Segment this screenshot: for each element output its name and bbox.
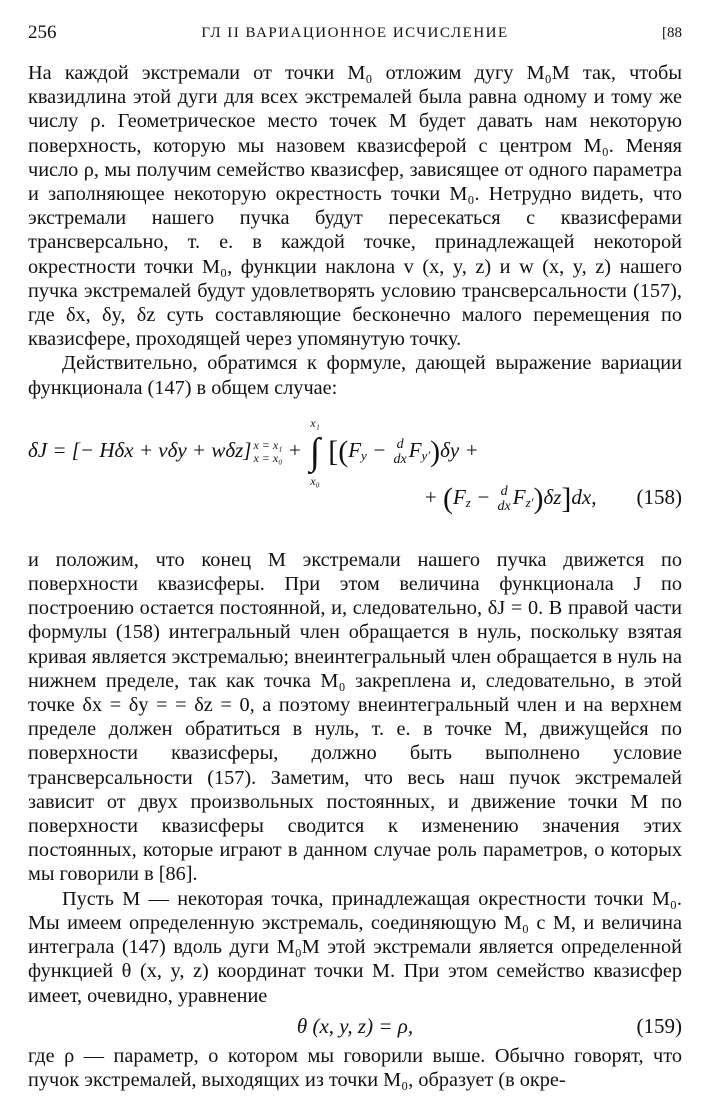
equation-158-line-1: δJ = [− Hδx + vδy + wδz] x = x₁ x = x₀ +x₁ ∫ $x_0[(F_y - d$ dxF$_{y'}$)δy + xyxy=(28,415,479,488)
page-header xyxy=(28,18,682,52)
equation-158-number: (158) xyxy=(636,484,682,509)
section-number: [88 xyxy=(662,25,682,41)
paragraph-3: и положим, что конец M экстремали нашего пучка движется по поверхности квазисферы. При этом величина функционала J по построению остается постоянной, и, следовательно, δJ = 0. В правой части формулы (158) интегральный член обращается в нуль, поскольку взятая кривая является экстремалью; внеинтегральный член обращается в нуль на нижнем пределе, так как точка M₀ закреплена и, следовательно, в этой точке δx = δy = = δz = 0, а поэтому внеинтегральный член и на верхнем пределе должен обратиться в нуль, т. е. в точке M, движущейся по поверхности квазисферы, должно быть выполнено условие трансверсальности (157). Заметим, что весь наш пучок экстремалей зависит от двух произвольных постоянных, и движение точки M по поверхности квазисферы сводится к изменению значения этих постоянных, которые играют в данном случае роль параметров, о которых мы говорили в [86]. xyxy=(28,548,682,886)
paragraph-5: где ρ — параметр, о котором мы говорили выше. Обычно говорят, что пучок экстремалей, выходящих из точки M₀, образует (в окре- xyxy=(28,1044,682,1091)
equation-158 xyxy=(28,400,682,548)
paragraph-4: Пусть M — некоторая точка, принадлежащая окрестности точки M₀. Мы имеем определенную экстремаль, соединяющую M₀ с M, и величина интеграла (147) вдоль дуги M₀M этой экстремали является определенной функцией θ (x, y, z) координат точки M. При этом семейство квазисфер имеет, очевидно, уравнение xyxy=(28,887,682,1007)
book-page xyxy=(28,18,682,1092)
equation-158-line-2: + ($F_z - d$ dxF$_{z'}$)δz]dx, (158) xyxy=(423,481,682,515)
equation-159-text: θ (x, y, z) = ρ, xyxy=(296,1013,414,1038)
equation-159-number: (159) xyxy=(636,1013,682,1038)
page-number: 256 xyxy=(28,22,57,43)
equation-159 xyxy=(28,1008,682,1044)
paragraph-2: Действительно, обратимся к формуле, дающей выражение вариации функционала (147) в общем случае: xyxy=(28,352,682,399)
running-title: ГЛ II ВАРИАЦИОННОЕ ИСЧИСЛЕНИЕ xyxy=(201,25,509,41)
paragraph-1: На каждой экстремали от точки M₀ отложим дугу M₀M так, чтобы квазидлина этой дуги для всех экстремалей была равна одному и тому же числу ρ. Геометрическое место точек M будет давать нам некоторую поверхность, которую мы назовем квазисферой с центром M₀. Меняя число ρ, мы получим семейство квазисфер, зависящее от одного параметра и заполняющее некоторую окрестность точки M₀. Нетрудно видеть, что экстремали нашего пучка будут пересекаться с квазисферами трансверсально, т. е. в каждой точке, принадлежащей некоторой окрестности точки M₀, функции наклона v (x, y, z) и w (x, y, z) нашего пучка экстремалей будут удовлетворять условию трансверсальности (157), где δx, δy, δz суть составляющие бесконечно малого перемещения по квазисфере, проходящей через упомянутую точку. xyxy=(28,62,682,351)
